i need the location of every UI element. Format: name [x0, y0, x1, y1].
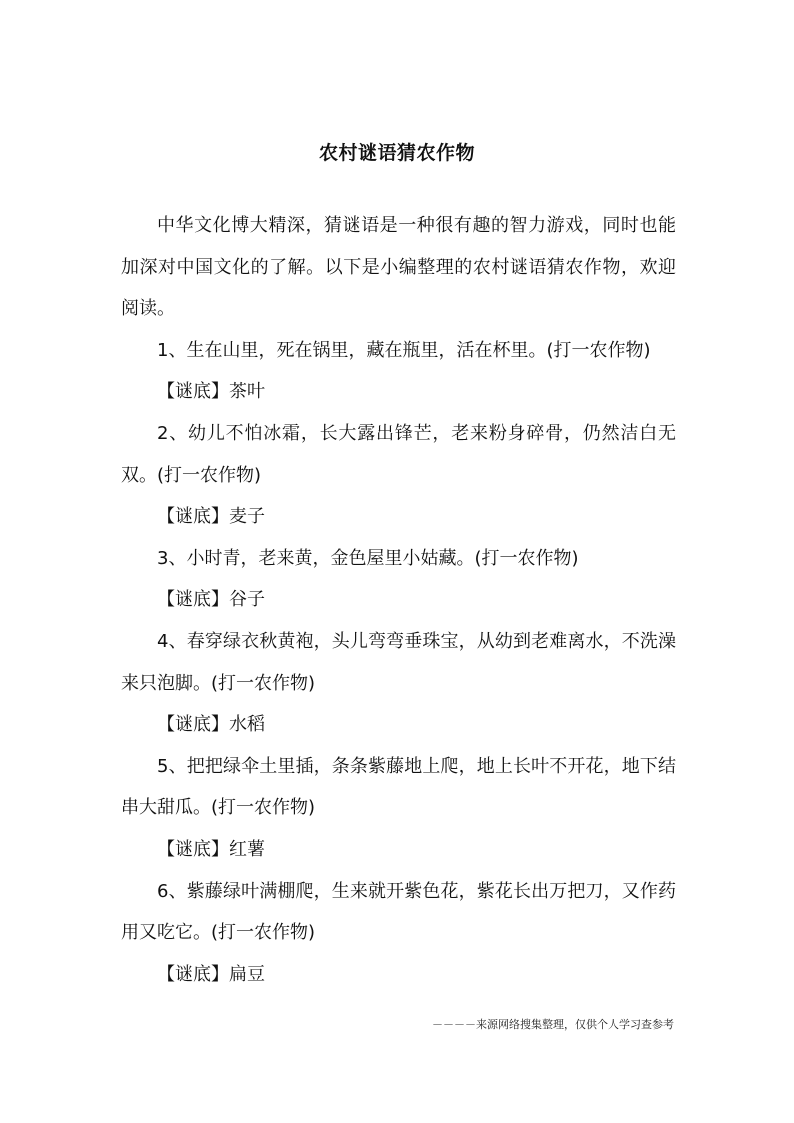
riddle-answer: 【谜底】红薯: [157, 838, 265, 860]
riddle-answer: 【谜底】茶叶: [157, 381, 265, 403]
riddle-question: 3、小时青，老来黄，金色屋里小姑藏。(打一农作物): [157, 547, 579, 569]
riddle-answer: 【谜底】谷子: [157, 589, 265, 611]
riddle-question: 1、生在山里，死在锅里，藏在瓶里，活在杯里。(打一农作物): [157, 339, 651, 361]
riddle-question: 5、把把绿伞土里插，条条紫藤地上爬，地上长叶不开花，地下结串大甜瓜。(打一农作物): [121, 755, 676, 819]
source-footer: －－－－来源网络搜集整理，仅供个人学习查参考: [432, 1018, 674, 1031]
riddle-question: 6、紫藤绿叶满棚爬，生来就开紫色花，紫花长出万把刀，又作药用又吃它。(打一农作物): [121, 880, 676, 944]
document-body: [121, 205, 676, 995]
page-title: 农村谜语猜农作物: [318, 142, 475, 164]
intro-paragraph: 中华文化博大精深，猜谜语是一种很有趣的智力游戏，同时也能加深对中国文化的了解。以下是小编整理的农村谜语猜农作物，欢迎阅读。: [121, 215, 676, 320]
riddle-question: 4、春穿绿衣秋黄袍，头儿弯弯垂珠宝，从幼到老难离水，不洗澡来只泡脚。(打一农作物): [121, 630, 676, 694]
riddle-answer: 【谜底】麦子: [157, 506, 265, 528]
riddle-answer: 【谜底】水稻: [157, 714, 265, 736]
riddle-question: 2、幼儿不怕冰霜，长大露出锋芒，老来粉身碎骨，仍然洁白无双。(打一农作物): [121, 422, 676, 486]
riddle-answer: 【谜底】扁豆: [157, 963, 265, 985]
